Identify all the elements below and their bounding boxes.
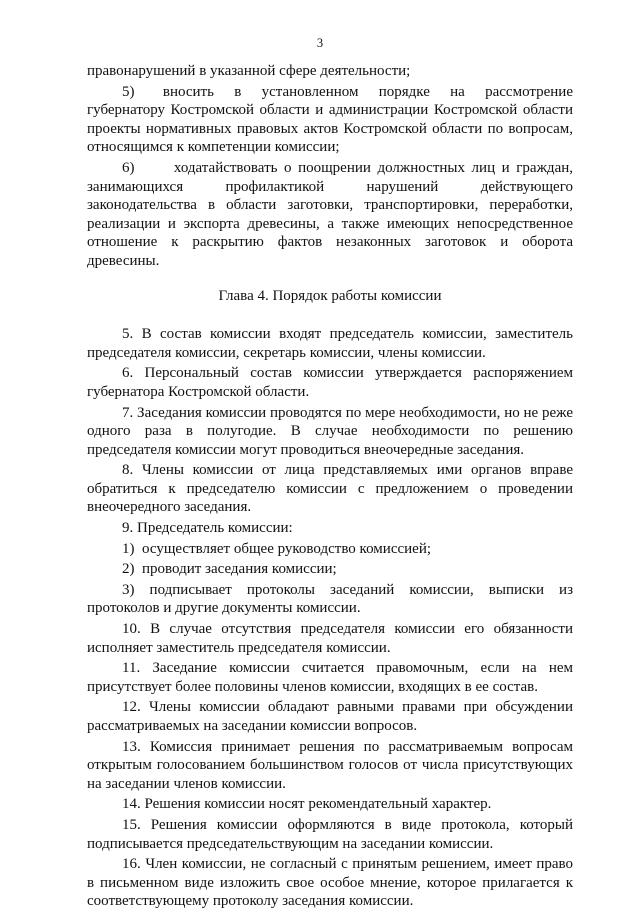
clause-8: 8. Члены комиссии от лица представляемых ими органов вправе обратиться к председателю комиссии с предложением о проведении внеочередного заседания.: [87, 462, 573, 516]
clause-9-item-3: 3) подписывает протоколы заседаний комиссии, выписки из протоколов и другие документы комиссии.: [87, 581, 573, 617]
paragraph-continuation: правонарушений в указанной сфере деятельности;: [87, 63, 411, 79]
clause-7: 7. Заседания комиссии проводятся по мере необходимости, но не реже одного раза в полугодие. В случае необходимости по решению председателя комиссии могут проводиться внеочередные заседания.: [87, 404, 573, 458]
clause-9: 9. Председатель комиссии:: [122, 520, 293, 537]
clause-12: 12. Члены комиссии обладают равными правами при обсуждении рассматриваемых на заседании комиссии вопросов.: [87, 699, 573, 734]
clause-15: 15. Решения комиссии оформляются в виде протокола, который подписывается председательствующим на заседании комиссии.: [87, 816, 573, 852]
clause-9-item-2: 2) проводит заседания комиссии;: [122, 561, 337, 578]
clause-6: 6. Персональный состав комиссии утверждается распоряжением губернатора Костромской области.: [87, 365, 573, 400]
clause-9-item-1: 1) осуществляет общее руководство комиссией;: [122, 540, 432, 557]
page-number: 3: [316, 36, 324, 50]
clause-14: 14. Решения комиссии носят рекомендательный характер.: [122, 796, 492, 813]
clause-16: 16. Член комиссии, не согласный с принятым решением, имеет право в письменном виде изложить свое особое мнение, которое прилагается к соответствующему протоколу заседания комиссии.: [87, 856, 573, 910]
document-body: [87, 62, 573, 913]
clause-10: 10. В случае отсутствия председателя комиссии его обязанности исполняет заместитель председателя комиссии.: [87, 621, 573, 656]
clause-11: 11. Заседание комиссии считается правомочным, если на нем присутствует более половины членов комиссии, входящих в ее состав.: [87, 660, 573, 695]
clause-5: 5. В состав комиссии входят председатель комиссии, заместитель председателя комиссии, секретарь комиссии, члены комиссии.: [87, 326, 573, 361]
chapter-heading: Глава 4. Порядок работы комиссии: [218, 287, 442, 304]
paragraph-item-5-powers: 5) вносить в установленном порядке на рассмотрение губернатору Костромской области и администрации Костромской области проекты нормативных правовых актов Костромской области по вопросам, относящимся к компетенции комиссии;: [87, 83, 573, 156]
paragraph-item-6-powers: 6) ходатайствовать о поощрении должностных лиц и граждан, занимающихся профилактикой нарушений действующего законодательства в области заготовки, транспортировки, переработки, реализации и экспорта древесины, а также имеющих непосредственное отношение к раскрытию фактов незаконных заготовок и оборота древесины.: [87, 159, 573, 269]
clause-13: 13. Комиссия принимает решения по рассматриваемым вопросам открытым голосованием большинством голосов от числа присутствующих на заседании членов комиссии.: [87, 738, 573, 792]
